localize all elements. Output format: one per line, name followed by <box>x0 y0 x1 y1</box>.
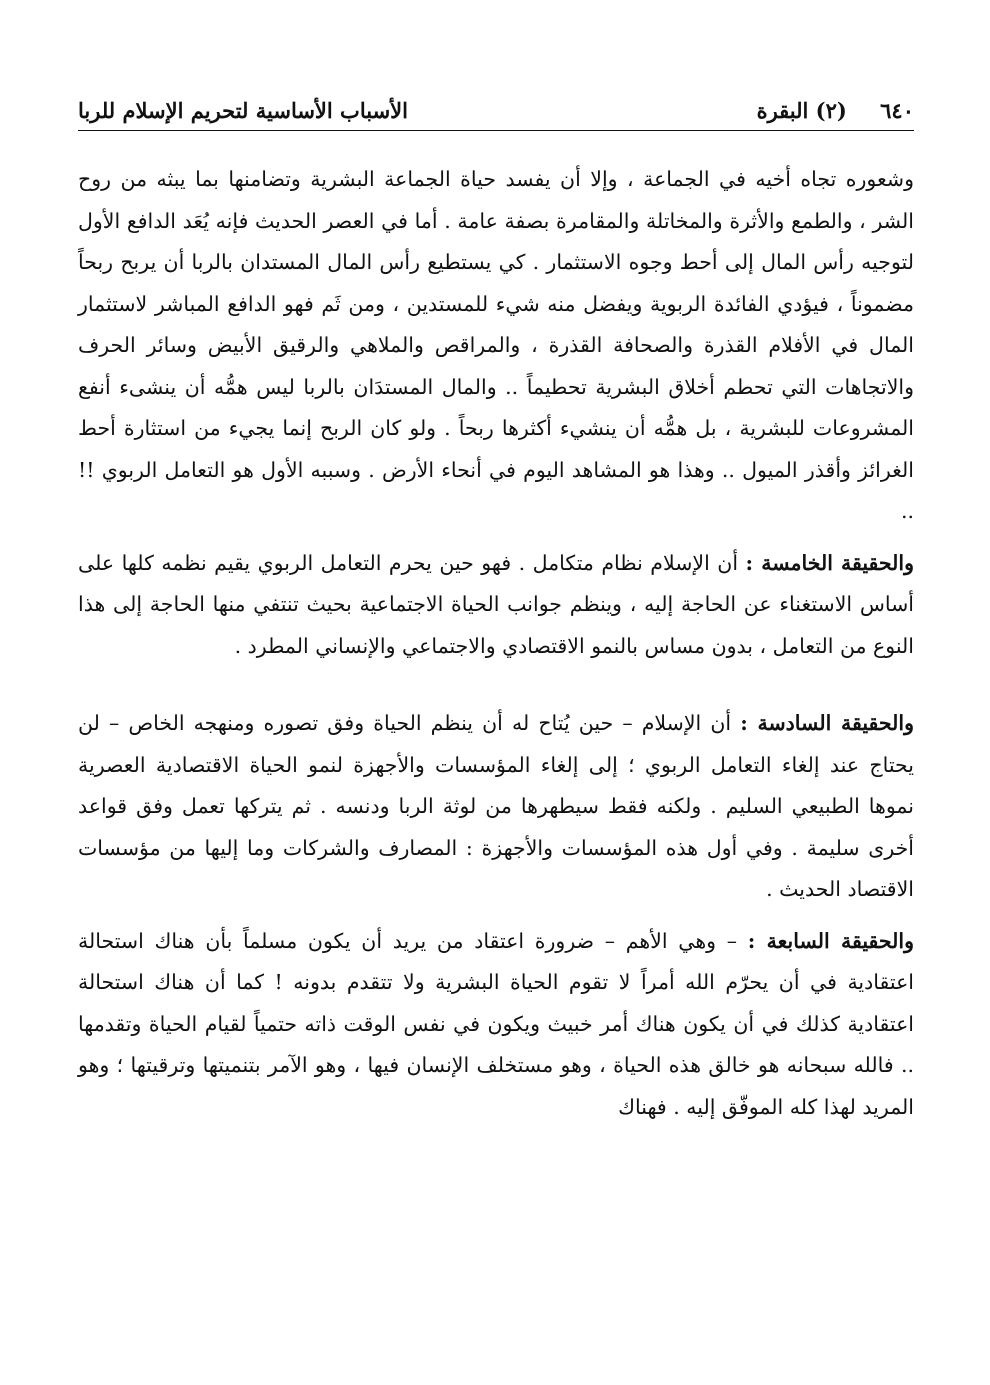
paragraph-text: أن الإسلام نظام متكامل . فهو حين يحرم التعامل الربوي يقيم نظمه كلها على أساس الاستغناء عن الحاجة إليه ، وينظم جوانب الحياة الاجتماعية بحيث تنتفي منها الحاجة إلى هذا النوع من التعامل ، بدون مساس بالنمو الاقتصادي والاجتماعي والإنساني المطرد . <box>78 550 914 658</box>
surah-label: (٢) البقرة <box>756 98 847 123</box>
running-header <box>78 92 914 131</box>
paragraph-text: وشعوره تجاه أخيه في الجماعة ، وإلا أن يفسد حياة الجماعة البشرية وتضامنها بما يبثه من روح الشر ، والطمع والأثرة والمخاتلة والمقامرة بصفة عامة . أما في العصر الحديث فإنه يُعَد الدافع الأول لتوجيه رأس المال إلى أحط وجوه الاستثمار . كي يستطيع رأس المال المستدان بالربا أن يربح ربحاً مضموناً ، فيؤدي الفائدة الربوية ويفضل منه شيء للمستدين ، ومن ثَم فهو الدافع المباشر لاستثمار المال في الأفلام القذرة والصحافة القذرة ، والمراقص والملاهي والرقيق الأبيض وسائر الحرف والاتجاهات التي تحطم أخلاق البشرية تحطيماً .. والمال المستدَان بالربا ليس همُّه أن ينشىء أنفع المشروعات للبشرية ، بل همُّه أن ينشيء أكثرها ربحاً . ولو كان الربح إنما يجيء من استثارة أحط الغرائز وأقذر الميول .. وهذا هو المشاهد اليوم في أنحاء الأرض . وسببه الأول هو التعامل الربوي !! .. <box>78 167 914 523</box>
paragraph-continuation <box>78 159 914 533</box>
paragraph-lead: والحقيقة السابعة : <box>747 928 914 953</box>
paragraph-seventh-fact <box>78 921 914 1129</box>
paragraph-fifth-fact <box>78 543 914 668</box>
page-number: ٦٤٠ <box>880 98 914 123</box>
page-body <box>78 159 914 1128</box>
paragraph-text: أن الإسلام – حين يُتاح له أن ينظم الحياة وفق تصوره ومنهجه الخاص – لن يحتاج عند إلغاء التعامل الربوي ؛ إلى إلغاء المؤسسات والأجهزة لنمو الحياة الاقتصادية العصرية نموها الطبيعي السليم . ولكنه فقط سيطهرها من لوثة الربا ودنسه . ثم يتركها تعمل وفق قواعد أخرى سليمة . وفي أول هذه المؤسسات والأجهزة : المصارف والشركات وما إليها من مؤسسات الاقتصاد الحديث . <box>78 711 914 901</box>
paragraph-sixth-fact <box>78 703 914 911</box>
running-title: الأسباب الأساسية لتحريم الإسلام للربا <box>78 98 408 123</box>
paragraph-text: – وهي الأهم – ضرورة اعتقاد من يريد أن يكون مسلماً بأن هناك استحالة اعتقادية في أن يحرّم الله أمراً لا تقوم الحياة البشرية ولا تتقدم بدونه ! كما أن هناك استحالة اعتقادية كذلك في أن يكون هناك أمر خبيث ويكون في نفس الوقت ذاته حتمياً لقيام الحياة وتقدمها .. فالله سبحانه هو خالق هذه الحياة ، وهو مستخلف الإنسان فيها ، وهو الآمر بتنميتها وترقيتها ؛ وهو المريد لهذا كله الموفّق إليه . فهناك <box>78 928 914 1119</box>
header-right-group <box>757 98 914 123</box>
paragraph-lead: والحقيقة الخامسة : <box>745 550 914 575</box>
book-page <box>78 92 914 1292</box>
paragraph-lead: والحقيقة السادسة : <box>740 711 914 735</box>
